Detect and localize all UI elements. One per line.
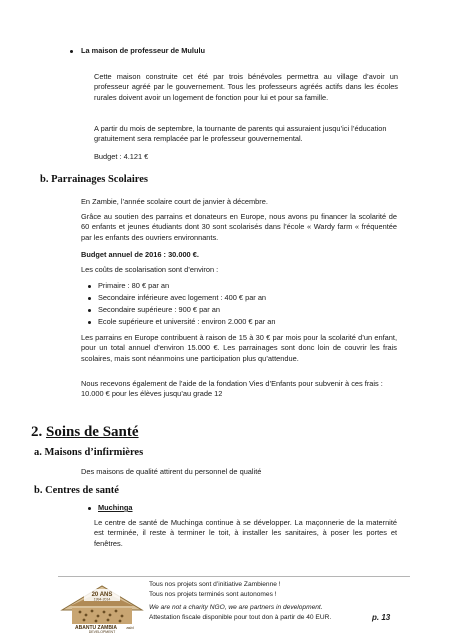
health-centers-heading: b. Centres de santé (34, 485, 119, 496)
nurse-houses-heading: a. Maisons d’infirmières (34, 447, 144, 458)
logo-suffix: asbl (126, 625, 134, 630)
cost-item: Primaire : 80 € par an (98, 281, 170, 290)
abantu-zambia-logo (60, 578, 144, 634)
cost-item: Ecole supérieure et université : environ 2.000 € par an (98, 317, 276, 326)
logo-years: 20 ANS (91, 592, 113, 598)
house-paragraph: Cette maison construite cet été par trois bénévoles permettra au village d’avoir un professeur agréé par le gouvernement. Tous les professeurs agréés actifs dans les écoles rurales doivent avoir un logement de fonction pour lui et pour sa famille. (94, 72, 398, 102)
annual-budget: Budget annuel de 2016 : 30.000 €. (81, 250, 199, 259)
logo-range: 1994-2014 (93, 597, 111, 602)
page-number: p. 13 (372, 613, 391, 622)
section-2-title: Soins de Santé (46, 424, 139, 440)
bullet-dot (88, 309, 91, 312)
bullet-dot (70, 50, 73, 53)
sponsors-contribution-paragraph: Les parrains en Europe contribuent à raison de 15 à 30 € par mois pour la scolarité d’un enfant, pour un total annuel d’environ 15.000 €. Les parrainages sont donc loin de couvrir les frais scolaires, mais sont néanmoins une participation plus qu’attendue. (81, 333, 397, 363)
nurse-houses-text: Des maisons de qualité attirent du personnel de qualité (81, 467, 262, 476)
bullet-dot (88, 321, 91, 324)
logo-name: ABANTU ZAMBIA (75, 625, 117, 631)
bullet-dot (88, 507, 91, 510)
footer-divider (58, 576, 410, 577)
house-title: La maison de professeur de Mululu (81, 46, 206, 55)
footer-line-2: Tous nos projets terminés sont autonomes ! (149, 591, 277, 598)
sponsorship-paragraph: Grâce au soutien des parrains et donateurs en Europe, nous avons pu financer la scolarité de 60 enfants et jeunes étudiants dont 30 sont scolarisés dans l’école « Wardy farm « fréquentée par les enfants des ouvriers environnants. (81, 212, 397, 242)
footer-line-1: Tous nos projets sont d’initiative Zambienne ! (149, 581, 281, 588)
cost-item: Secondaire inférieure avec logement : 400 € par an (98, 293, 267, 302)
bullet-dot (88, 297, 91, 300)
footer-line-3: We are not a charity NGO, we are partners in development. (149, 604, 323, 611)
footer-line-4: Attestation fiscale disponible pour tout don à partir de 40 EUR. (149, 614, 332, 621)
cost-item: Secondaire supérieure : 900 € par an (98, 305, 221, 314)
bullet-dot (88, 285, 91, 288)
muchinga-title: Muchinga (98, 503, 133, 512)
muchinga-text: Le centre de santé de Muchinga continue à se développer. La maçonnerie de la maternité est terminée, il reste à terminer le toit, à installer les sanitaires, à poser les portes et fenêtres. (94, 518, 397, 548)
school-year-text: En Zambie, l’année scolaire court de janvier à décembre. (81, 197, 268, 206)
section-2-heading (31, 424, 139, 441)
logo-tagline: DEVELOPMENT (88, 630, 116, 634)
house-paragraph-2: A partir du mois de septembre, la tournante de parents qui assuraient jusqu’ici l’éducation gratuitement sera remplacée par le professeur gouvernemental. (94, 124, 387, 144)
house-budget: Budget : 4.121 € (94, 152, 149, 161)
section-2-number: 2. (31, 424, 43, 440)
section-b-heading: b. Parrainages Scolaires (40, 174, 149, 185)
foundation-paragraph: Nous recevons également de l’aide de la fondation Vies d’Enfants pour subvenir à ces frais : 10.000 € pour les élèves jusqu’au grade 12 (81, 379, 383, 399)
costs-intro: Les coûts de scolarisation sont d’environ : (81, 265, 219, 274)
